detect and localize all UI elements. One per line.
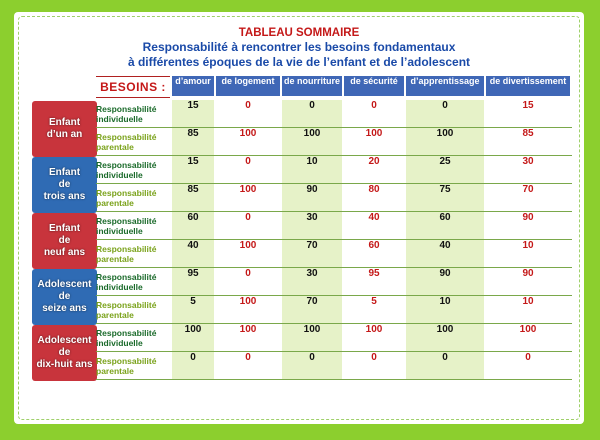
age-group-text: Enfant <box>48 223 81 234</box>
age-group-label <box>36 335 92 371</box>
table-cell: 70 <box>306 296 318 307</box>
column-header: de divertissement <box>486 76 570 96</box>
row-label-parental: Responsabilité parentale <box>96 244 157 264</box>
table-cell: 60 <box>187 212 199 223</box>
table-cell: 100 <box>436 128 454 139</box>
row-label-parental: Responsabilité parentale <box>96 356 157 376</box>
table-cell: 60 <box>439 212 451 223</box>
table-cell: 0 <box>442 100 448 111</box>
age-group-label <box>38 279 92 315</box>
age-group-text: de <box>58 291 71 302</box>
column-header: de logement <box>216 76 280 96</box>
column-header: de sécurité <box>344 76 404 96</box>
table-cell: 15 <box>187 100 199 111</box>
table-cell: 100 <box>239 184 257 195</box>
age-group-label <box>47 117 83 141</box>
table-cell: 10 <box>522 296 534 307</box>
age-group-text: de <box>58 235 71 246</box>
age-group-text: Adolescent <box>37 335 92 346</box>
row-label-parental: Responsabilité parentale <box>96 132 157 152</box>
table-cell: 100 <box>519 324 537 335</box>
table-cell: 0 <box>309 352 315 363</box>
table-cell: 100 <box>239 324 257 335</box>
row-label-parental: Responsabilité parentale <box>96 188 157 208</box>
row-separator <box>96 379 572 380</box>
table-cell: 85 <box>187 184 199 195</box>
table-cell: 100 <box>365 324 383 335</box>
table-cell: 60 <box>368 240 380 251</box>
table-cell: 70 <box>306 240 318 251</box>
table-cell: 5 <box>190 296 196 307</box>
age-group-text: neuf ans <box>43 247 86 258</box>
table-cell: 0 <box>245 100 251 111</box>
row-label-individual: Responsabilité individuelle <box>96 328 157 348</box>
table-cell: 100 <box>184 324 202 335</box>
table-cell: 100 <box>365 128 383 139</box>
subtitle-line-1: Responsabilité à rencontrer les besoins fondamentaux <box>142 40 456 54</box>
column-header: de nourriture <box>282 76 342 96</box>
table-cell: 70 <box>522 184 534 195</box>
table-cell: 40 <box>439 240 451 251</box>
age-group-text: Adolescent <box>37 279 92 290</box>
age-group-text: de <box>58 347 71 358</box>
summary-card <box>14 12 584 424</box>
table-cell: 40 <box>368 212 380 223</box>
age-group-text: Enfant <box>48 167 81 178</box>
row-label-individual: Responsabilité individuelle <box>96 272 157 292</box>
table-cell: 15 <box>522 100 534 111</box>
subtitle-line-2: à différentes époques de la vie de l’enfant et de l’adolescent <box>127 55 471 69</box>
table-cell: 90 <box>522 212 534 223</box>
table-cell: 100 <box>239 296 257 307</box>
age-group-badge <box>32 269 97 325</box>
age-group-text: de <box>58 179 71 190</box>
age-group-badge <box>32 157 97 213</box>
age-group-badge <box>32 213 97 269</box>
age-group-text: Enfant <box>48 117 81 128</box>
age-group-label <box>44 167 86 203</box>
age-group-text: dix-huit ans <box>36 359 93 370</box>
row-label-individual: Responsabilité individuelle <box>96 104 157 124</box>
table-cell: 0 <box>245 268 251 279</box>
table-cell: 0 <box>371 100 377 111</box>
table-cell: 10 <box>439 296 451 307</box>
row-label-individual: Responsabilité individuelle <box>96 160 157 180</box>
table-cell: 30 <box>306 268 318 279</box>
table-cell: 0 <box>190 352 196 363</box>
table-cell: 75 <box>439 184 451 195</box>
table-cell: 100 <box>303 324 321 335</box>
table-cell: 95 <box>187 268 199 279</box>
age-group-label <box>44 223 85 259</box>
table-cell: 25 <box>439 156 451 167</box>
table-cell: 85 <box>522 128 534 139</box>
column-header: d’amour <box>172 76 214 96</box>
table-cell: 100 <box>239 240 257 251</box>
title-block <box>14 26 584 70</box>
table-cell: 40 <box>187 240 199 251</box>
table-cell: 0 <box>442 352 448 363</box>
row-label-parental: Responsabilité parentale <box>96 300 157 320</box>
table-cell: 0 <box>245 156 251 167</box>
table-cell: 20 <box>368 156 380 167</box>
table-cell: 80 <box>368 184 380 195</box>
table-cell: 30 <box>522 156 534 167</box>
table-cell: 15 <box>187 156 199 167</box>
table-cell: 0 <box>525 352 531 363</box>
table-cell: 90 <box>306 184 318 195</box>
table-cell: 90 <box>439 268 451 279</box>
table-cell: 0 <box>245 212 251 223</box>
age-group-badge <box>32 101 97 157</box>
row-label-individual: Responsabilité individuelle <box>96 216 157 236</box>
table-cell: 90 <box>522 268 534 279</box>
table-cell: 85 <box>187 128 199 139</box>
table-cell: 30 <box>306 212 318 223</box>
table-title: TABLEAU SOMMAIRE <box>238 27 360 39</box>
table-cell: 95 <box>368 268 380 279</box>
column-header: d’apprentissage <box>406 76 484 96</box>
besoins-label: BESOINS : <box>96 76 170 98</box>
table-cell: 10 <box>522 240 534 251</box>
table-cell: 0 <box>245 352 251 363</box>
age-group-badge <box>32 325 97 381</box>
table-cell: 5 <box>371 296 377 307</box>
table-cell: 10 <box>306 156 318 167</box>
age-group-text: d’un an <box>46 129 83 140</box>
age-group-text: seize ans <box>42 303 87 314</box>
age-group-text: trois ans <box>43 191 86 202</box>
table-cell: 100 <box>436 324 454 335</box>
table-cell: 0 <box>309 100 315 111</box>
table-cell: 0 <box>371 352 377 363</box>
table-cell: 100 <box>303 128 321 139</box>
table-cell: 100 <box>239 128 257 139</box>
